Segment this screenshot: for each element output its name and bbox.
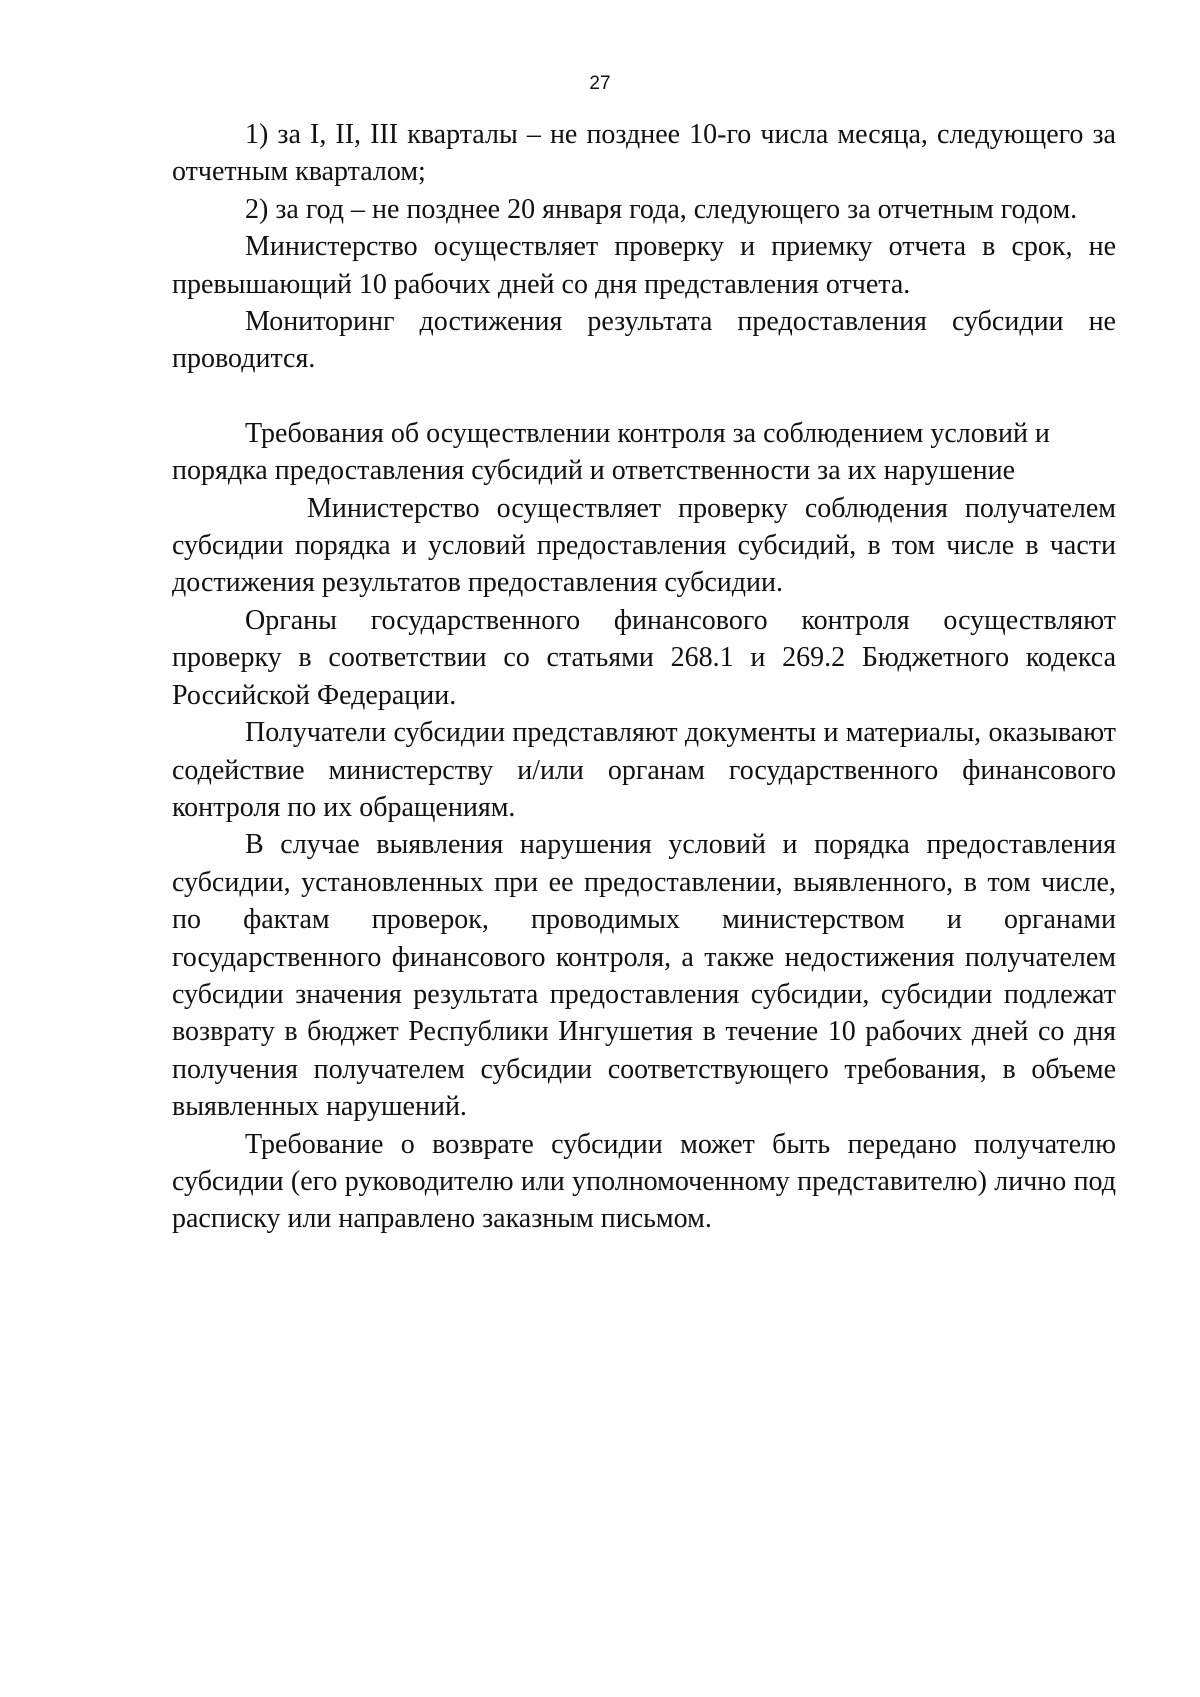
paragraph-deadline-quarters: 1) за I, II, III кварталы – не позднее 10-го числа месяца, следующего за отчетным кварталом; bbox=[172, 119, 1116, 188]
paragraph-monitoring: Мониторинг достижения результата предоставления субсидии не проводится. bbox=[172, 306, 1116, 375]
section-heading: Требования об осуществлении контроля за соблюдением условий и порядка предоставления субсидий и ответственности за их нарушение bbox=[172, 417, 1050, 487]
paragraph-control-bodies: Органы государственного финансового контроля осуществляют проверку в соответствии со статьями 268.1 и 269.2 Бюджетного кодекса Российской Федерации. bbox=[172, 604, 1116, 711]
page-number: 27 bbox=[589, 73, 611, 94]
paragraph-violation-return: В случае выявления нарушения условий и порядка предоставления субсидии, установленных при ее предоставлении, выявленного, в том числе, по фактам проверок, проводимых министерством и органами государственного финансового контроля, а также недостижения получателем субсидии значения результата предоставления субсидии, субсидии подлежат возврату в бюджет Республики Ингушетия в течение 10 рабочих дней со дня получения получателем субсидии соответствующего требования, в объеме выявленных нарушений. bbox=[172, 829, 1116, 1123]
paragraph-return-requirement: Требование о возврате субсидии может быть передано получателю субсидии (его руководителю или уполномоченному представителю) лично под расписку или направлено заказным письмом. bbox=[172, 1128, 1116, 1235]
paragraph-ministry-check: Министерство осуществляет проверку соблюдения получателем субсидии порядка и условий предоставления субсидий, в том числе в части достижения результатов предоставления субсидии. bbox=[172, 492, 1116, 599]
paragraph-report-check: Министерство осуществляет проверку и приемку отчета в срок, не превышающий 10 рабочих дней со дня представления отчета. bbox=[172, 231, 1116, 300]
document-body bbox=[172, 116, 1116, 1238]
paragraph-recipients-documents: Получатели субсидии представляют документы и материалы, оказывают содействие министерству и/или органам государственного финансового контроля по их обращениям. bbox=[172, 717, 1116, 823]
paragraph-deadline-year: 2) за год – не позднее 20 января года, следующего за отчетным годом. bbox=[245, 193, 1078, 225]
